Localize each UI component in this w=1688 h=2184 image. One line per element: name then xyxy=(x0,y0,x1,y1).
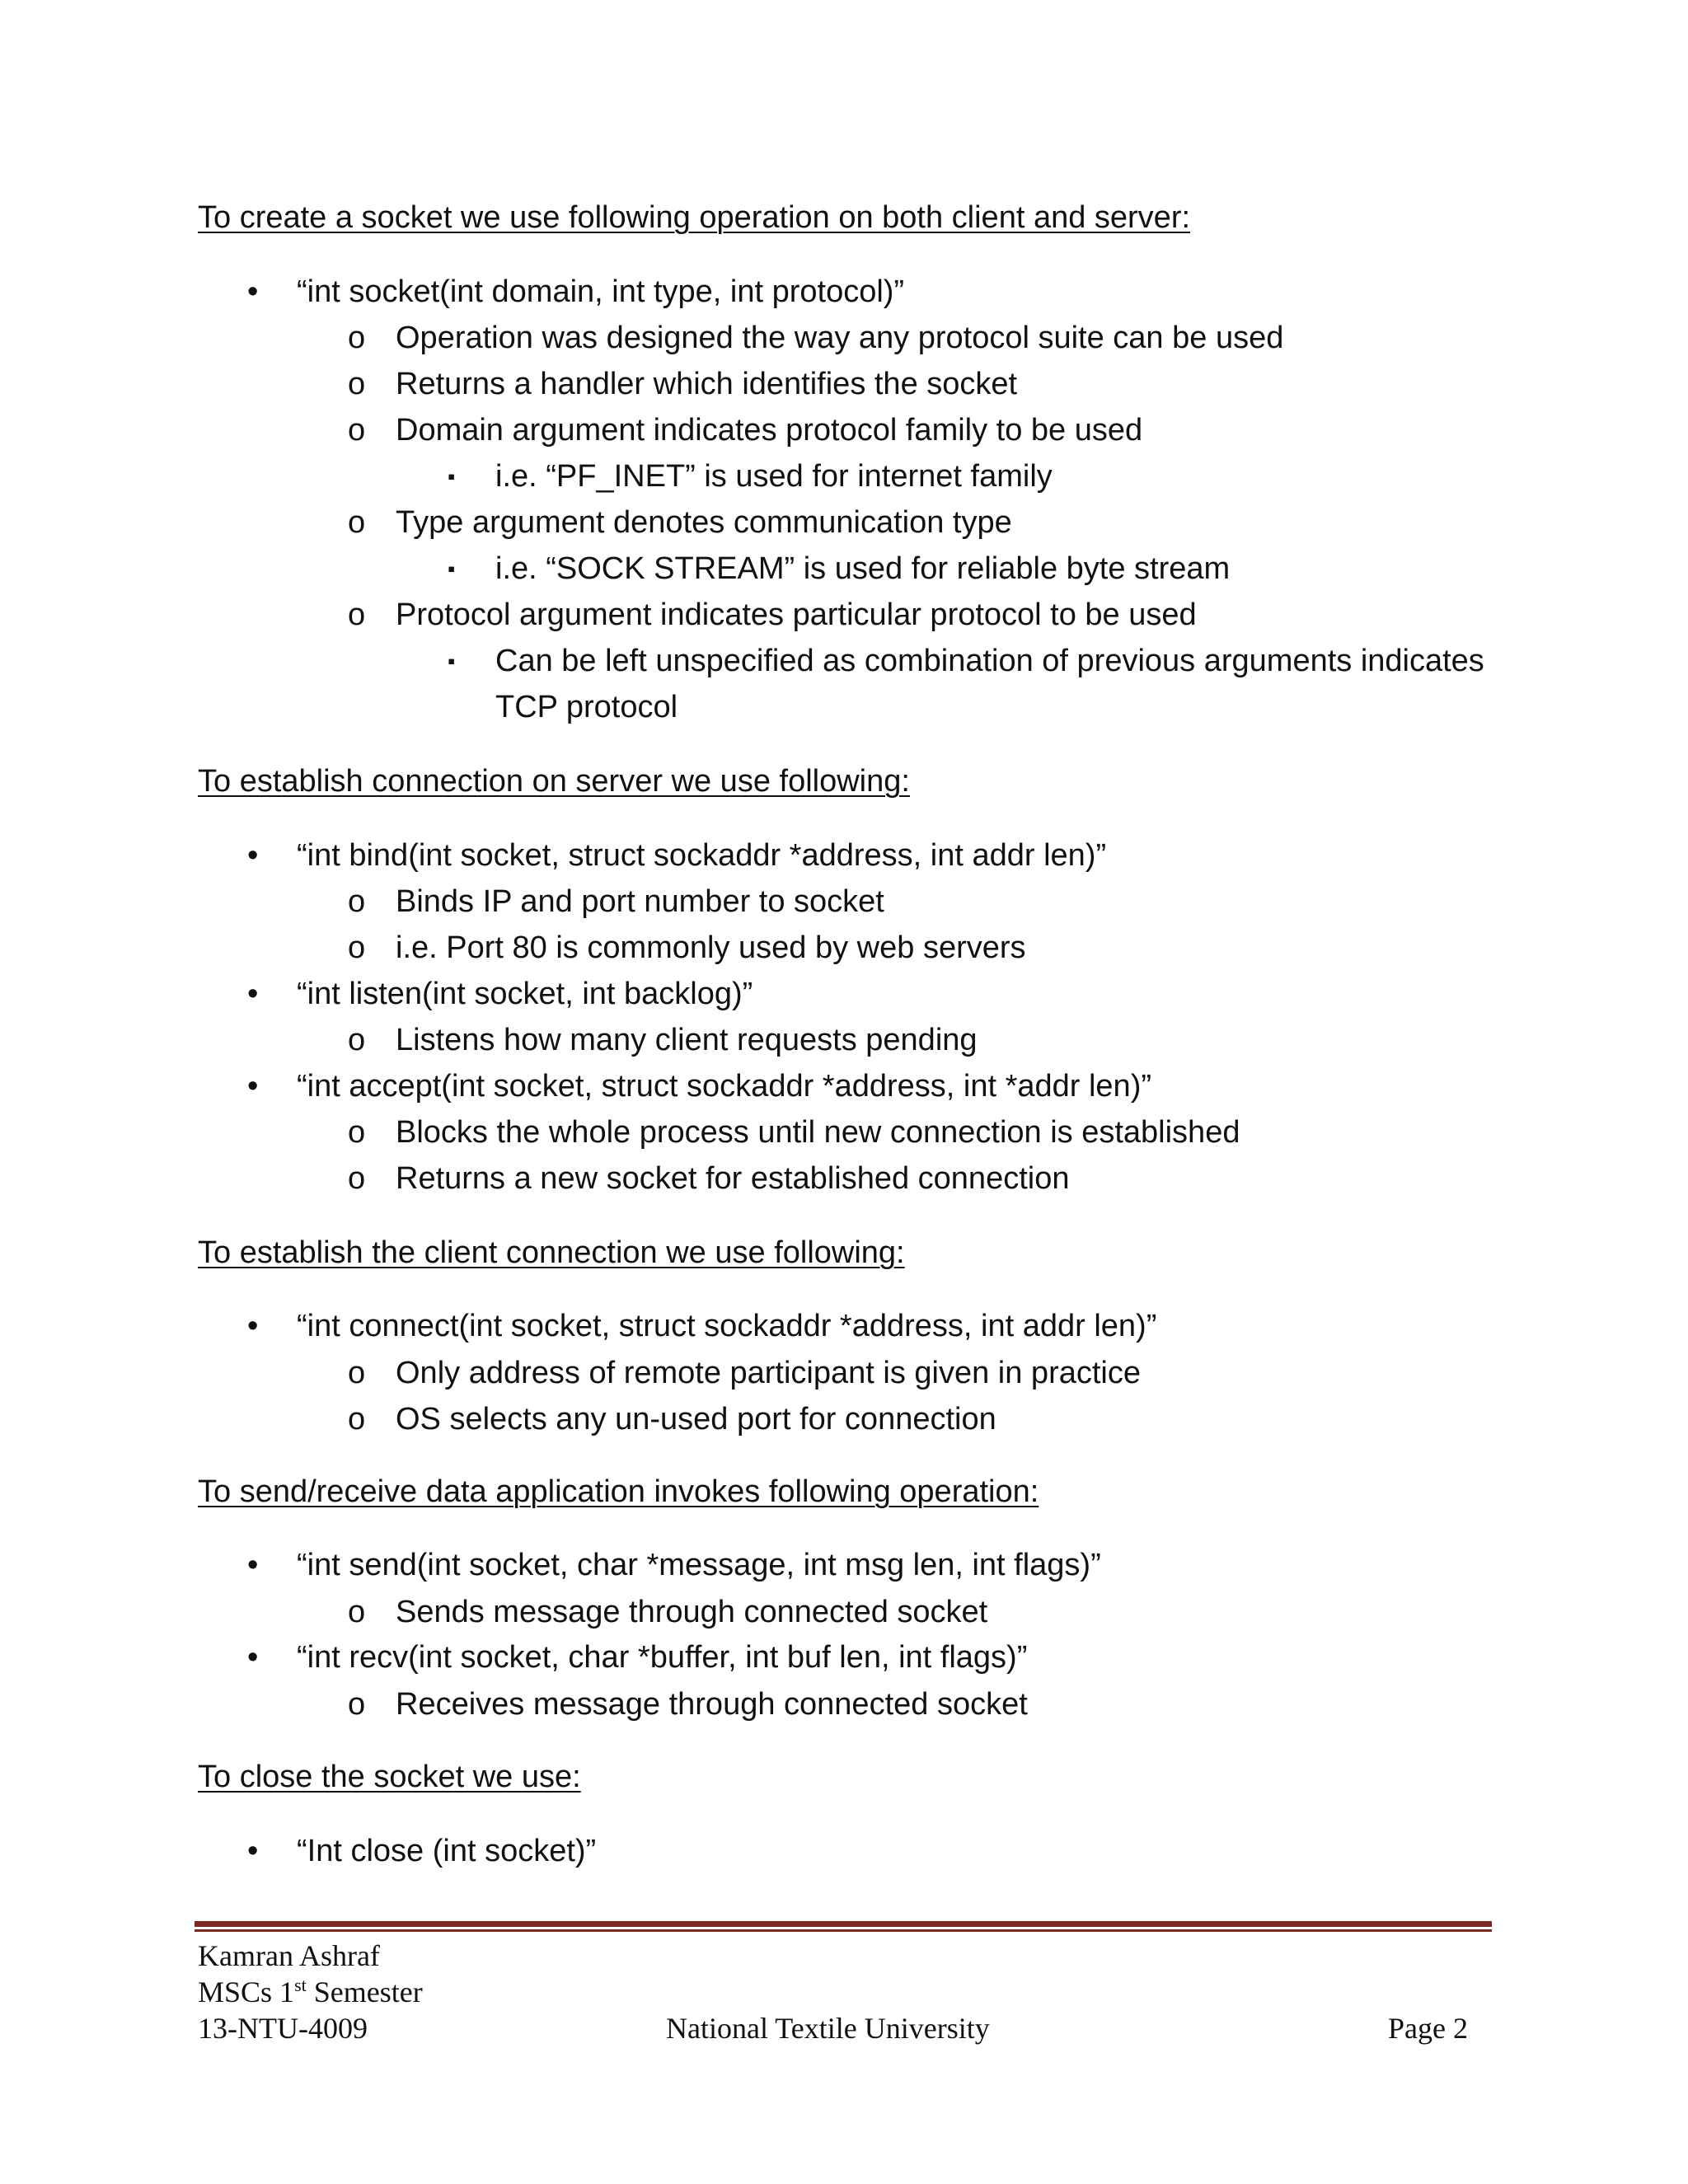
list-item: OS selects any un-used port for connection xyxy=(396,1402,996,1436)
list-item: i.e. Port 80 is commonly used by web servers xyxy=(396,930,1026,965)
bullet-marker: • xyxy=(247,1834,259,1868)
list-item: “int bind(int socket, struct sockaddr *address, int addr len)” xyxy=(297,838,1107,873)
bullet-marker: • xyxy=(247,838,259,873)
list-item: Listens how many client requests pending xyxy=(396,1023,978,1057)
footer-author-name: Kamran Ashraf xyxy=(198,1939,380,1972)
list-item: Sends message through connected socket xyxy=(396,1595,988,1629)
bullet-marker: • xyxy=(247,1309,259,1343)
circle-marker: o xyxy=(348,505,366,540)
circle-marker: o xyxy=(348,1356,366,1390)
circle-marker: o xyxy=(348,1402,366,1436)
list-item: Only address of remote participant is given in practice xyxy=(396,1356,1141,1390)
list-item: i.e. “PF_INET” is used for internet family xyxy=(495,459,1053,494)
list-item: Protocol argument indicates particular protocol to be used xyxy=(396,598,1197,632)
list-item: “Int close (int socket)” xyxy=(297,1834,597,1868)
footer-university: National Textile University xyxy=(666,2012,990,2045)
list-item: Can be left unspecified as combination of previous arguments indicates xyxy=(495,644,1484,678)
square-marker: ▪ xyxy=(448,649,456,673)
list-item: Type argument denotes communication type xyxy=(396,505,1012,540)
square-marker: ▪ xyxy=(448,464,456,489)
circle-marker: o xyxy=(348,1161,366,1196)
list-item: Operation was designed the way any protocol suite can be used xyxy=(396,321,1284,355)
footer-roll-number: 13-NTU-4009 xyxy=(198,2012,368,2045)
footer-program-sup: st xyxy=(294,1975,307,1995)
footer-program xyxy=(198,1975,423,2009)
circle-marker: o xyxy=(348,598,366,632)
list-item: Returns a new socket for established connection xyxy=(396,1161,1070,1196)
footer-program-suffix: Semester xyxy=(306,1975,423,2008)
circle-marker: o xyxy=(348,1115,366,1150)
bullet-marker: • xyxy=(247,274,259,309)
list-item: Binds IP and port number to socket xyxy=(396,884,884,919)
section-heading-close-socket: To close the socket we use: xyxy=(198,1760,581,1794)
section-heading-server-connection: To establish connection on server we use following: xyxy=(198,764,910,799)
list-item: “int listen(int socket, int backlog)” xyxy=(297,977,753,1011)
bullet-marker: • xyxy=(247,977,259,1011)
footer-page-number: Page 2 xyxy=(1388,2012,1468,2045)
circle-marker: o xyxy=(348,930,366,965)
section-heading-create-socket: To create a socket we use following operation on both client and server: xyxy=(198,200,1191,235)
footer-rule-thick xyxy=(195,1921,1492,1927)
list-item: “int connect(int socket, struct sockaddr *address, int addr len)” xyxy=(297,1309,1157,1343)
circle-marker: o xyxy=(348,1023,366,1057)
list-item: “int recv(int socket, char *buffer, int buf len, int flags)” xyxy=(297,1640,1028,1675)
circle-marker: o xyxy=(348,1595,366,1629)
list-item: “int socket(int domain, int type, int protocol)” xyxy=(297,274,905,309)
list-item: Blocks the whole process until new connection is established xyxy=(396,1115,1240,1150)
section-heading-client-connection: To establish the client connection we use following: xyxy=(198,1235,905,1270)
list-item-continuation: TCP protocol xyxy=(495,690,678,724)
bullet-marker: • xyxy=(247,1069,259,1104)
list-item: Receives message through connected socket xyxy=(396,1687,1028,1722)
list-item: “int accept(int socket, struct sockaddr *address, int *addr len)” xyxy=(297,1069,1152,1104)
circle-marker: o xyxy=(348,367,366,401)
list-item: “int send(int socket, char *message, int msg len, int flags)” xyxy=(297,1548,1101,1582)
list-item: Returns a handler which identifies the socket xyxy=(396,367,1018,401)
section-heading-send-receive: To send/receive data application invokes following operation: xyxy=(198,1474,1039,1509)
circle-marker: o xyxy=(348,321,366,355)
bullet-marker: • xyxy=(247,1640,259,1675)
circle-marker: o xyxy=(348,1687,366,1722)
list-item: Domain argument indicates protocol family to be used xyxy=(396,413,1143,448)
footer-rule-thin xyxy=(195,1929,1492,1932)
circle-marker: o xyxy=(348,884,366,919)
footer-program-prefix: MSCs 1 xyxy=(198,1975,295,2008)
bullet-marker: • xyxy=(247,1548,259,1582)
list-item: i.e. “SOCK STREAM” is used for reliable byte stream xyxy=(495,551,1231,586)
square-marker: ▪ xyxy=(448,556,456,581)
circle-marker: o xyxy=(348,413,366,448)
